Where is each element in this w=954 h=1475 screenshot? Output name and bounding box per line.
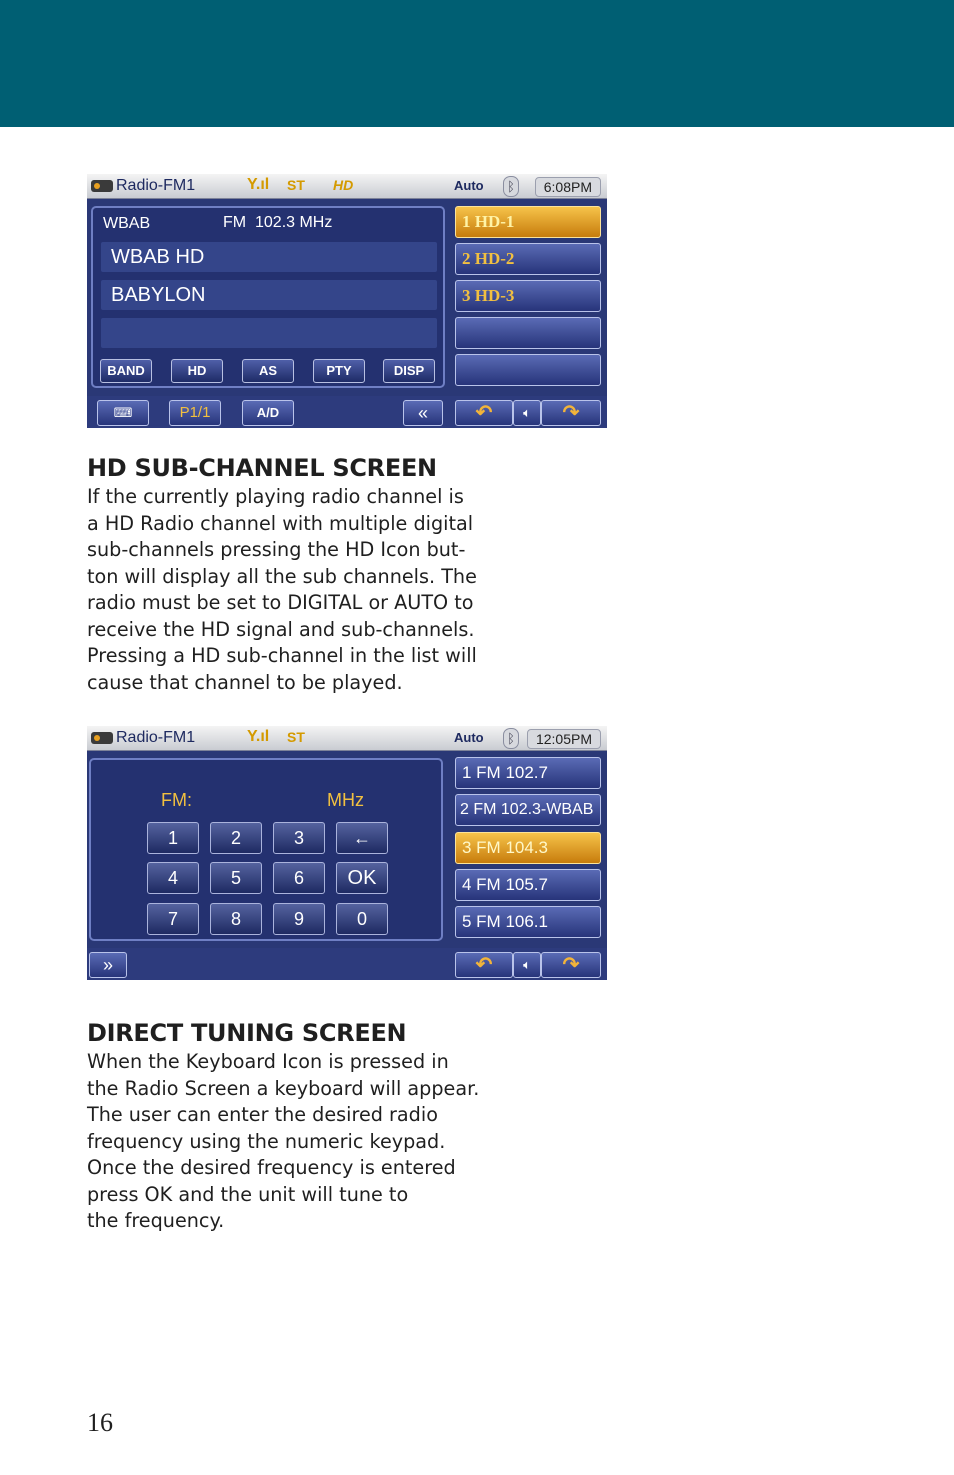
key-7[interactable]: 7 [147, 903, 199, 935]
section1-line-2: a HD Radio channel with multiple digital [87, 511, 474, 535]
key-0[interactable]: 0 [336, 903, 388, 935]
hd-radio-icon: HD [333, 177, 354, 193]
as-button[interactable]: AS [242, 359, 294, 383]
key-1[interactable]: 1 [147, 822, 199, 854]
section1-line-7: Pressing a HD sub-channel in the list will [87, 644, 477, 667]
screen-title[interactable] [91, 177, 195, 195]
keyboard-icon[interactable]: ⌨ [97, 400, 149, 426]
page-indicator[interactable]: P1/1 [169, 400, 221, 426]
preset-3[interactable]: 3 FM 104.3 [455, 832, 601, 864]
section1-heading: HD SUB-CHANNEL SCREEN [87, 454, 437, 482]
bluetooth-icon: ᛒ [503, 176, 519, 197]
hd-subchannel-1[interactable]: 1 HD-1 [455, 206, 601, 238]
section1-line-4: ton will display all the sub channels. The [87, 564, 477, 588]
direct-tuning-screenshot [87, 726, 607, 980]
next-arrow-icon[interactable]: ↷ [541, 952, 601, 978]
key-6[interactable]: 6 [273, 862, 325, 894]
key-3[interactable]: 3 [273, 822, 325, 854]
backspace-key[interactable]: ← [336, 822, 388, 854]
key-4[interactable]: 4 [147, 862, 199, 894]
auto-indicator: Auto [454, 730, 484, 745]
key-8[interactable]: 8 [210, 903, 262, 935]
section2-line-6: press OK and the unit will tune to [87, 1182, 409, 1206]
auto-indicator: Auto [454, 178, 484, 193]
hd-subchannel-3[interactable]: 3 HD-3 [455, 280, 601, 312]
fm-label: FM: [161, 790, 192, 810]
section1-body [87, 484, 507, 696]
section2-line-1: When the Keyboard Icon is pressed in [87, 1050, 449, 1073]
section2-heading: DIRECT TUNING SCREEN [87, 1019, 407, 1047]
key-9[interactable]: 9 [273, 903, 325, 935]
speaker-icon[interactable]: 🔈︎ [513, 952, 541, 978]
mhz-label: MHz [327, 790, 364, 810]
section2-line-7: the frequency. [87, 1209, 225, 1232]
key-2[interactable]: 2 [210, 822, 262, 854]
section1-line-5: radio must be set to DIGITAL or AUTO to [87, 591, 474, 614]
speaker-icon[interactable]: 🔈︎ [513, 400, 541, 426]
info-panel [91, 206, 445, 388]
status-bar [87, 726, 607, 751]
section2-line-4: frequency using the numeric keypad. [87, 1129, 446, 1153]
section1-line-3: sub-channels pressing the HD Icon but- [87, 538, 466, 561]
empty-slot-4[interactable] [455, 317, 601, 349]
frequency-readout: FM 102.3 MHz [223, 214, 333, 231]
screen-title-label: Radio-FM1 [116, 177, 196, 194]
hd-button[interactable]: HD [171, 359, 223, 383]
empty-slot-5[interactable] [455, 354, 601, 386]
section1-line-1: If the currently playing radio channel is [87, 485, 464, 508]
prev-arrow-icon[interactable]: ↶ [455, 400, 513, 426]
status-bar [87, 174, 607, 199]
bottom-bar [87, 948, 607, 980]
next-arrow-icon[interactable]: ↷ [541, 400, 601, 426]
hd-subchannel-screenshot [87, 174, 607, 428]
hd-subchannel-2[interactable]: 2 HD-2 [455, 243, 601, 275]
stereo-indicator: ST [287, 729, 305, 745]
pty-button[interactable]: PTY [313, 359, 365, 383]
radio-icon [91, 180, 113, 192]
expand-icon[interactable]: » [89, 952, 127, 978]
clock: 12:05PM [527, 729, 601, 749]
prev-arrow-icon[interactable]: ↶ [455, 952, 513, 978]
antenna-signal-icon: Y.ıl [247, 728, 270, 745]
ok-key[interactable]: OK [336, 862, 388, 894]
preset-2[interactable]: 2 FM 102.3-WBAB [455, 794, 601, 826]
screen-title-label: Radio-FM1 [116, 729, 196, 746]
antenna-signal-icon: Y.ıl [247, 176, 270, 193]
preset-5[interactable]: 5 FM 106.1 [455, 906, 601, 938]
key-5[interactable]: 5 [210, 862, 262, 894]
preset-1[interactable]: 1 FM 102.7 [455, 757, 601, 789]
section2-line-2: the Radio Screen a keyboard will appear. [87, 1076, 480, 1100]
screen-title[interactable] [91, 729, 195, 747]
keypad-panel [89, 758, 443, 941]
section2-line-3: The user can enter the desired radio [87, 1103, 438, 1126]
clock: 6:08PM [535, 177, 601, 197]
bluetooth-icon: ᛒ [503, 728, 519, 749]
station-line-2: BABYLON [101, 280, 437, 310]
disp-button[interactable]: DISP [383, 359, 435, 383]
section2-line-5: Once the desired frequency is entered [87, 1156, 456, 1179]
radio-icon [91, 732, 113, 744]
collapse-icon[interactable]: « [403, 400, 443, 426]
bottom-bar [87, 396, 607, 428]
section1-line-6: receive the HD signal and sub-channels. [87, 617, 475, 641]
ad-button[interactable]: A/D [242, 400, 294, 426]
station-line-3 [101, 318, 437, 348]
section1-line-8: cause that channel to be played. [87, 670, 403, 694]
section2-body [87, 1049, 507, 1235]
preset-4[interactable]: 4 FM 105.7 [455, 869, 601, 901]
stereo-indicator: ST [287, 177, 305, 193]
station-name: WBAB [103, 215, 151, 232]
page-number: 16 [87, 1408, 113, 1437]
header-band [0, 0, 954, 127]
band-button[interactable]: BAND [100, 359, 152, 383]
station-line-1: WBAB HD [101, 242, 437, 272]
